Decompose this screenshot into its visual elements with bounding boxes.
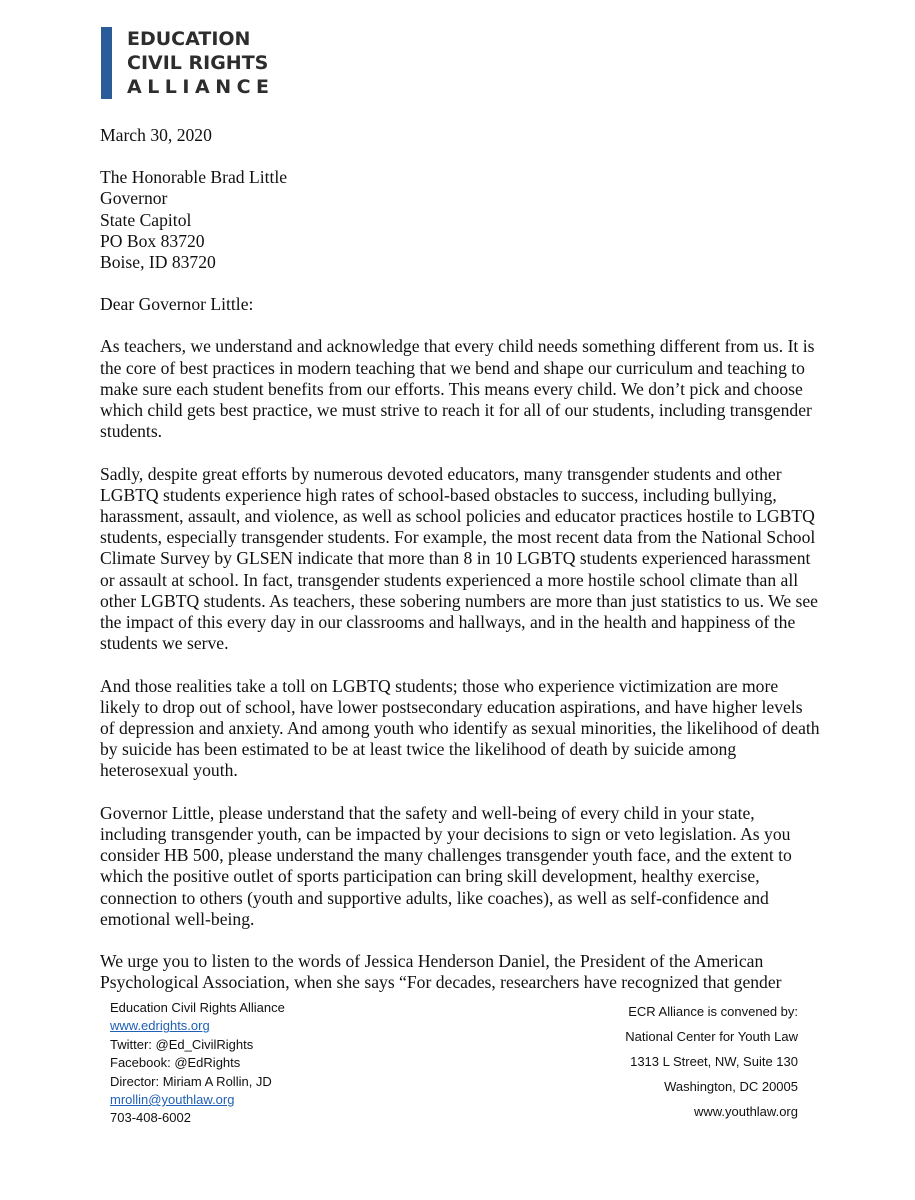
address-line: Boise, ID 83720 bbox=[100, 252, 216, 273]
logo-line-civil-rights: CIVIL RIGHTS bbox=[127, 52, 269, 74]
director-name: Director: Miriam A Rollin, JD bbox=[110, 1073, 272, 1089]
address-line: State Capitol bbox=[100, 209, 192, 230]
twitter-handle: Twitter: @Ed_CivilRights bbox=[110, 1036, 254, 1052]
letter-date: March 30, 2020 bbox=[100, 125, 212, 145]
email-link[interactable]: mrollin@youthlaw.org bbox=[110, 1092, 235, 1108]
paragraph: Sadly, despite great efforts by numerous devoted educators, many transgender students and other LGBTQ students experience high rates of school-based obstacles to success, including bullying, harassment, assault, and violence, as well as school policies and educator practices hostile to LGBTQ students, especially transgender students. For example, the most recent data from the National School Climate Survey by GLSEN indicate that more than 8 in 10 LGBTQ students experienced harassment or assault at school. In fact, transgender students experienced a more hostile school climate than all other LGBTQ students. As teachers, these sobering numbers are more than just statistics to us. We see the impact of this every day in our classrooms and hallways, and in the health and happiness of the students we serve. bbox=[100, 463, 818, 654]
convener-city: Washington, DC 20005 bbox=[664, 1079, 798, 1094]
footer-contact bbox=[110, 999, 285, 1128]
convener-org: National Center for Youth Law bbox=[625, 1029, 798, 1044]
convened-by-label: ECR Alliance is convened by: bbox=[628, 1004, 798, 1019]
convener-street: 1313 L Street, NW, Suite 130 bbox=[630, 1054, 798, 1069]
logo-line-education: EDUCATION bbox=[127, 28, 251, 50]
phone-number: 703-408-6002 bbox=[110, 1110, 191, 1126]
paragraph: And those realities take a toll on LGBTQ students; those who experience victimization are more likely to drop out of school, have lower postsecondary education aspirations, and have higher levels of depression and anxiety. And among youth who identify as sexual minorities, the likelihood of death by suicide has been estimated to be at least twice the likelihood of death by suicide among heterosexual youth. bbox=[100, 675, 820, 781]
address-line: Governor bbox=[100, 188, 168, 209]
recipient-address bbox=[100, 167, 820, 273]
facebook-handle: Facebook: @EdRights bbox=[110, 1055, 241, 1071]
paragraph: We urge you to listen to the words of Jessica Henderson Daniel, the President of the American Psychological Association, when she says “For decades, researchers have recognized that gender bbox=[100, 951, 782, 993]
footer-org-name: Education Civil Rights Alliance bbox=[110, 1000, 285, 1015]
logo-bar bbox=[101, 27, 112, 99]
logo-line-alliance: ALLIANCE bbox=[127, 76, 275, 98]
website-link[interactable]: www.edrights.org bbox=[110, 1018, 210, 1034]
address-line: PO Box 83720 bbox=[100, 230, 205, 251]
convener-website: www.youthlaw.org bbox=[693, 1104, 798, 1119]
footer-convener bbox=[625, 999, 798, 1124]
paragraph: As teachers, we understand and acknowledge that every child needs something different from us. It is the core of best practices in modern teaching that we bend and shape our curriculum and teaching to make sure each student benefits from our efforts. This means every child. We don’t pick and choose which child gets best practice, we must strive to reach it for all of our students, including transgender students. bbox=[100, 336, 815, 442]
address-line: The Honorable Brad Little bbox=[100, 167, 288, 188]
letter-body bbox=[100, 125, 820, 1015]
salutation: Dear Governor Little: bbox=[100, 294, 254, 315]
paragraph: Governor Little, please understand that the safety and well-being of every child in your state, including transgender youth, can be impacted by your decisions to sign or veto legislation. As you consider HB 500, please understand the many challenges transgender youth face, and the extent to which the positive outlet of sports participation can bring skill development, healthy exercise, connection to others (youth and supportive adults, like coaches), as well as self-confidence and emotional well-being. bbox=[100, 802, 792, 929]
logo-text bbox=[127, 27, 275, 99]
